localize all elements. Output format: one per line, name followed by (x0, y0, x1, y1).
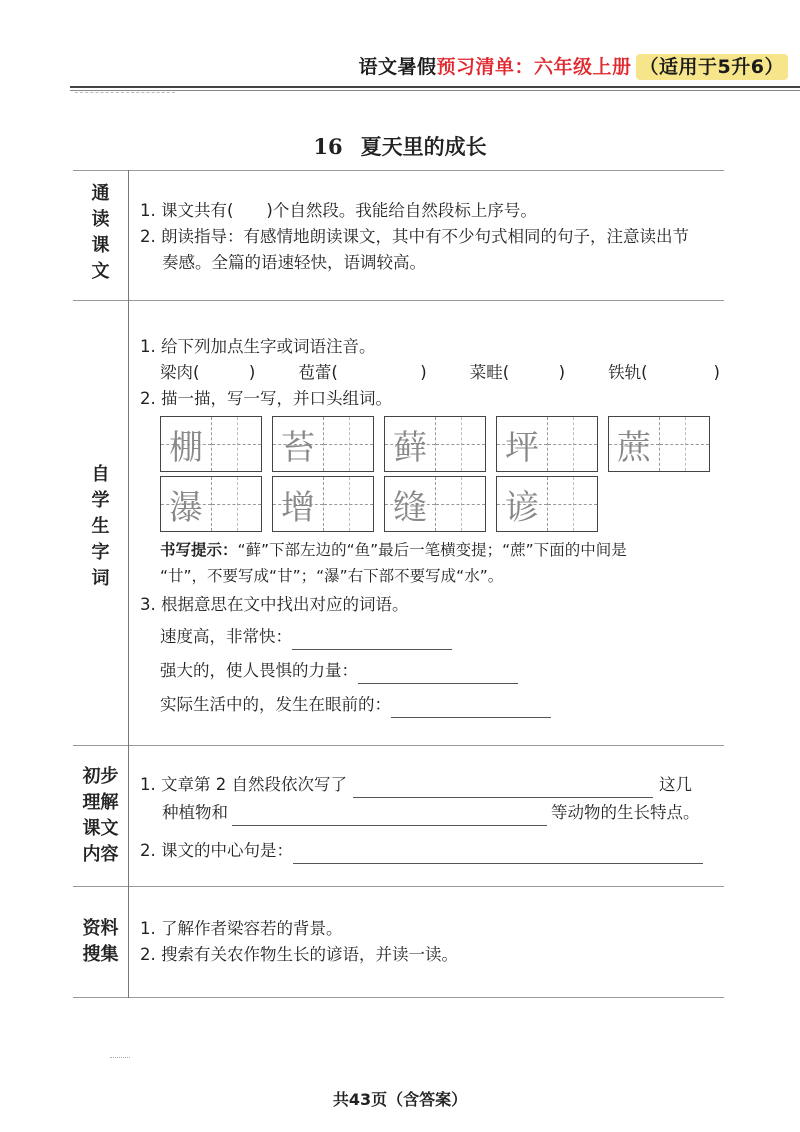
answer-blank[interactable] (232, 803, 547, 826)
trace-char: 谚 (505, 487, 539, 528)
label-word: 理解 (82, 792, 119, 813)
writing-hint (160, 537, 725, 589)
trace-char: 蔗 (617, 427, 651, 468)
word-item: 梁肉( ) (160, 363, 256, 382)
sec3-line1 (140, 772, 720, 798)
trace-char: 瀑 (169, 487, 203, 528)
writing-cell[interactable] (384, 416, 486, 472)
trace-char: 藓 (393, 427, 427, 468)
writing-cell[interactable] (160, 416, 262, 472)
sec4-line2: 2. 搜索有关农作物生长的谚语，并读一读。 (140, 945, 458, 964)
meaning-row1 (160, 624, 452, 650)
sec1-label (73, 181, 128, 285)
label-char: 通 (91, 183, 110, 204)
hanzi-grid-row2 (160, 476, 598, 532)
decorative-dashes (75, 92, 175, 93)
sec2-label (73, 462, 128, 592)
lesson-title (0, 131, 800, 161)
hint-text2: “廿”，不要写成“甘”；“瀑”右下部不要写成“水”。 (160, 567, 504, 585)
sec1-content (140, 198, 689, 276)
sec3-line2 (162, 800, 700, 826)
lesson-number: 16 (313, 134, 343, 159)
word-item: 苞蕾( ) (298, 363, 427, 382)
label-char: 文 (91, 261, 110, 282)
table-top-border (73, 170, 724, 171)
label-char: 读 (91, 209, 110, 230)
answer-blank[interactable] (293, 841, 703, 864)
word-item: 菜畦( ) (469, 363, 566, 382)
writing-cell[interactable] (272, 476, 374, 532)
sec4-label (73, 916, 128, 968)
label-word: 搜集 (82, 944, 119, 965)
hanzi-grid-row1 (160, 416, 710, 472)
writing-cell[interactable] (384, 476, 486, 532)
table-bottom-border (73, 997, 724, 998)
answer-blank[interactable] (292, 627, 452, 650)
answer-blank[interactable] (358, 661, 518, 684)
writing-cell[interactable] (608, 416, 710, 472)
label-word: 初步 (82, 766, 119, 787)
sec2-q1: 1. 给下列加点生字或词语注音。 (140, 337, 376, 356)
meaning-prompt: 强大的，使人畏惧的力量： (160, 661, 358, 680)
answer-blank[interactable] (353, 775, 653, 798)
sec1-line3: 奏感。全篇的语速轻快，语调较高。 (162, 253, 426, 272)
page-header (359, 52, 788, 79)
header-rule (70, 86, 800, 88)
trace-char: 坪 (505, 427, 539, 468)
writing-cell[interactable] (496, 416, 598, 472)
lesson-name: 夏天里的成长 (360, 134, 487, 159)
header-rule-thin (70, 90, 800, 91)
header-part2: 预习清单：六年级上册 (436, 56, 632, 78)
label-char: 课 (91, 235, 110, 256)
sec4-content (140, 916, 458, 968)
header-badge: （适用于5升6） (636, 54, 788, 80)
label-char: 学 (91, 490, 110, 511)
hint-text1: “藓”下部左边的“鱼”最后一笔横变提；“蔗”下面的中间是 (237, 541, 627, 559)
trace-char: 缝 (393, 487, 427, 528)
trace-char: 棚 (169, 427, 203, 468)
trace-char: 增 (281, 487, 315, 528)
writing-cell[interactable] (496, 476, 598, 532)
label-word: 资料 (82, 918, 119, 939)
meaning-prompt: 速度高，非常快： (160, 627, 292, 646)
decorative-dots (110, 1057, 130, 1058)
sec1-line2: 2. 朗读指导：有感情地朗读课文，其中有不少句式相同的句子，注意读出节 (140, 227, 689, 246)
sec1-line1: 1. 课文共有( )个自然段。我能给自然段标上序号。 (140, 201, 537, 220)
label-char: 自 (91, 464, 110, 485)
sec2-q3: 3. 根据意思在文中找出对应的词语。 (140, 595, 409, 614)
pinyin-words (160, 360, 720, 386)
trace-char: 苔 (281, 427, 315, 468)
hint-label: 书写提示： (160, 541, 238, 559)
table-divider (73, 300, 724, 301)
meaning-row2 (160, 658, 518, 684)
label-char: 生 (91, 516, 110, 537)
page-footer: 共43页（含答案） (332, 1090, 468, 1109)
sec3-text: 1. 文章第 2 自然段依次写了 (140, 775, 347, 794)
label-char: 词 (91, 568, 110, 589)
sec3-text: 等动物的生长特点。 (551, 803, 700, 822)
meaning-row3 (160, 692, 551, 718)
table-column-divider (128, 170, 129, 998)
sec2-q2: 2. 描一描，写一写，并口头组词。 (140, 389, 392, 408)
sec3-line3 (140, 838, 703, 864)
table-divider (73, 745, 724, 746)
table-divider (73, 886, 724, 887)
sec4-line1: 1. 了解作者梁容若的背景。 (140, 919, 343, 938)
label-char: 字 (91, 542, 110, 563)
sec3-label (73, 764, 128, 868)
sec3-text: 2. 课文的中心句是： (140, 841, 293, 860)
meaning-prompt: 实际生活中的，发生在眼前的： (160, 695, 391, 714)
label-word: 课文 (82, 818, 119, 839)
writing-cell[interactable] (160, 476, 262, 532)
header-part1: 语文暑假 (358, 56, 437, 78)
word-item: 铁轨( ) (608, 363, 720, 382)
sec3-text: 种植物和 (162, 803, 228, 822)
label-word: 内容 (82, 844, 119, 865)
sec3-text: 这几 (658, 775, 692, 794)
writing-cell[interactable] (272, 416, 374, 472)
answer-blank[interactable] (391, 695, 551, 718)
